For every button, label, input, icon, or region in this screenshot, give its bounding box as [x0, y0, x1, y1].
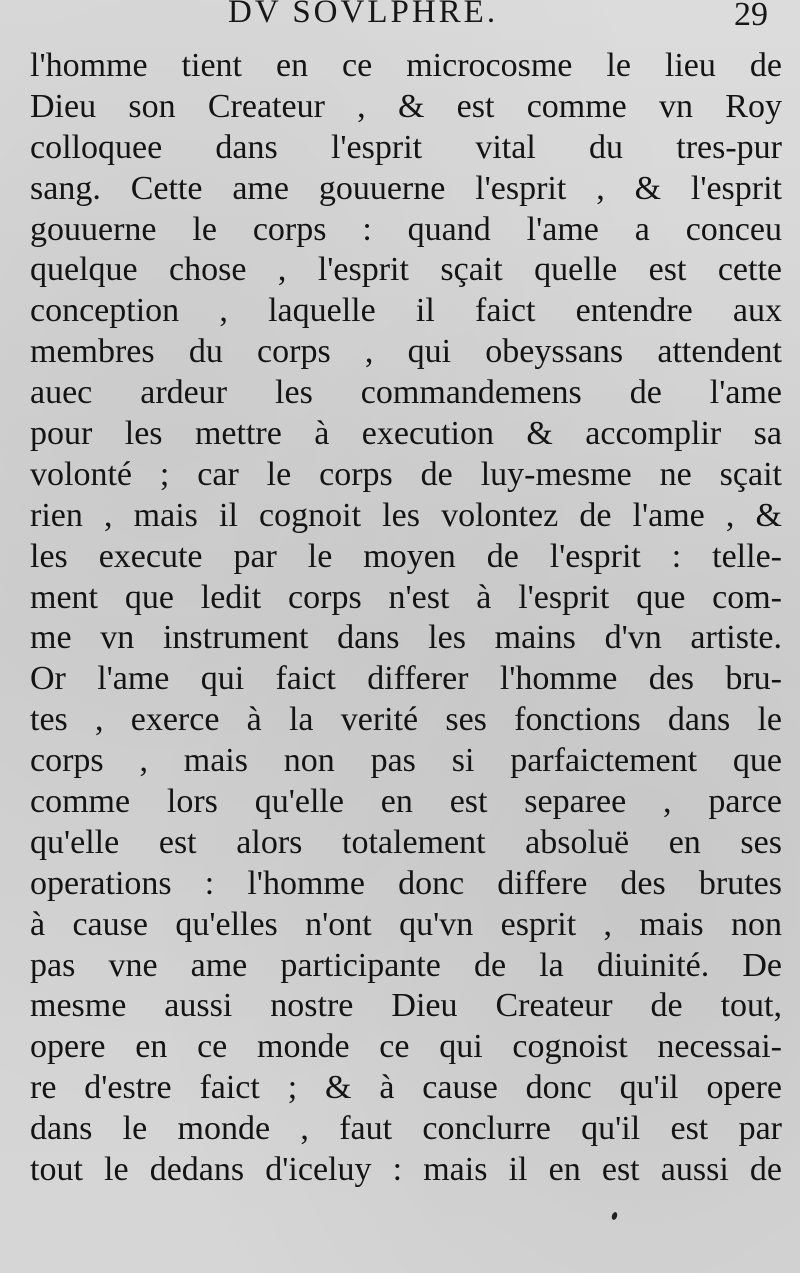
running-head: DV SOVLPHRE. — [228, 0, 499, 30]
ink-speck — [611, 1211, 618, 1220]
text-line: rien , mais il cognoit les volontez de l'ame , & — [30, 496, 782, 534]
text-line: opere en ce monde ce qui cognoist necessai- — [30, 1028, 782, 1066]
text-line: pour les mettre à execution & accomplir sa — [30, 415, 782, 453]
page-number: 29 — [734, 0, 768, 33]
text-line: tout le dedans d'iceluy : mais il en est aussi de — [30, 1151, 782, 1189]
text-line: colloquee dans l'esprit vital du tres-pur — [30, 128, 782, 166]
text-line: auec ardeur les commandemens de l'ame — [30, 374, 782, 412]
text-line: quelque chose , l'esprit sçait quelle est cette — [30, 251, 782, 289]
text-line: à cause qu'elles n'ont qu'vn esprit , mais non — [30, 905, 782, 943]
text-line: operations : l'homme donc differe des brutes — [30, 864, 782, 902]
text-line: tes , exerce à la verité ses fonctions dans le — [30, 701, 782, 739]
body-text — [30, 46, 782, 1191]
text-line: re d'estre faict ; & à cause donc qu'il opere — [30, 1069, 782, 1107]
page-header — [0, 0, 800, 40]
text-line: les execute par le moyen de l'esprit : telle- — [30, 537, 782, 575]
text-line: me vn instrument dans les mains d'vn artiste. — [30, 619, 782, 657]
text-line: comme lors qu'elle en est separee , parce — [30, 783, 782, 821]
text-line: qu'elle est alors totalement absoluë en ses — [30, 823, 782, 861]
text-line: volonté ; car le corps de luy-mesme ne sçait — [30, 455, 782, 493]
text-line: ment que ledit corps n'est à l'esprit que com- — [30, 578, 782, 616]
text-line: corps , mais non pas si parfaictement que — [30, 742, 782, 780]
text-line: conception , laquelle il faict entendre aux — [30, 292, 782, 330]
text-line: sang. Cette ame gouuerne l'esprit , & l'esprit — [30, 169, 782, 207]
text-line: dans le monde , faut conclurre qu'il est par — [30, 1110, 782, 1148]
text-line: l'homme tient en ce microcosme le lieu de — [30, 47, 782, 84]
text-line: gouuerne le corps : quand l'ame a conceu — [30, 210, 782, 248]
text-line: Dieu son Createur , & est comme vn Roy — [30, 87, 782, 125]
text-line: Or l'ame qui faict differer l'homme des bru- — [30, 660, 782, 698]
text-line: membres du corps , qui obeyssans attendent — [30, 333, 782, 371]
text-line: pas vne ame participante de la diuinité. De — [30, 946, 782, 984]
text-line: mesme aussi nostre Dieu Createur de tout, — [30, 987, 782, 1025]
